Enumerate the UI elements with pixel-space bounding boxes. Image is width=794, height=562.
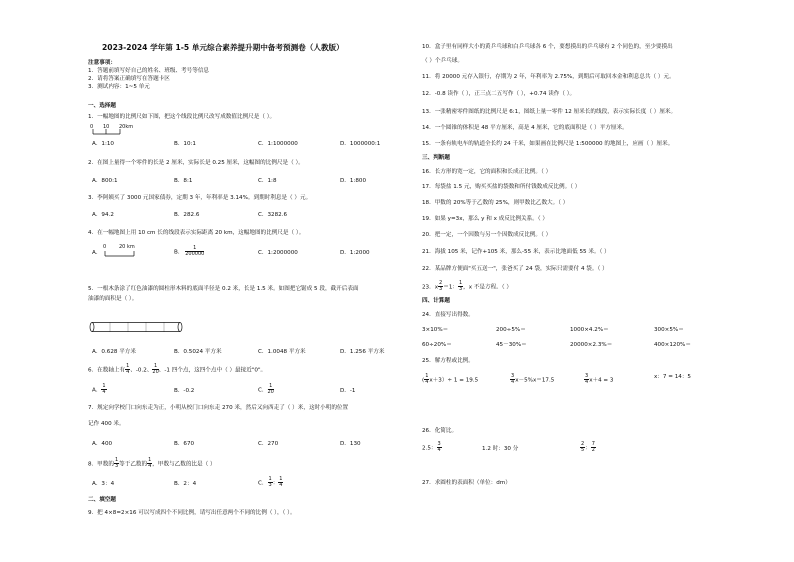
fraction: $\frac{1}{200000}$ [185,245,205,258]
question-24: 24．直接写出得数。 [422,312,474,318]
question-10: 10．盒子里有同样大小的黄乒乓球和白乒乓球各 6 个，要想摸出的乒乓球有 2 个同色的，至少要摸出 [422,44,673,50]
question-6: 6．在数轴上有 $\frac{1}{4}$ 、-0.2、 $\frac{1}{20}$ 、-1 四个点，这四个点中（ ）最接近"0"。 [88,363,267,376]
question-8: 8．甲数的 $\frac{1}{3}$ 等于乙数的 $\frac{1}{4}$ ，甲数与乙数的比是（ ） [88,457,216,470]
calc-item: 60÷20%＝ [422,342,452,348]
option: C． $\frac{1}{3}$ ： $\frac{1}{4}$ [258,476,283,489]
calc-item: 200÷5%＝ [496,327,526,333]
question-12: 12．-0.8 读作（ ），正三点二五写作（ ），+0.74 读作（ ）。 [422,91,576,97]
scale-label: 0 [90,124,94,130]
option: A． $\frac{1}{4}$ [92,383,106,396]
scale-label: 20km [119,124,134,130]
option: C．1:8 [258,178,277,184]
option: A．400 [92,441,113,447]
option: B．10:1 [174,141,196,147]
option: B．670 [174,441,195,447]
question-3: 3．李阿姨买了 3000 元国家债券，定期 3 年，年利率是 3.14%。到期时利息是（ ）元。 [88,195,312,201]
section-heading: 三、判断题 [422,155,450,161]
option: D．-1 [340,388,356,394]
scale-label: 0 [103,244,107,250]
scale-label: 20 km [119,244,135,250]
option: D．1000000:1 [340,141,381,147]
option: D．1.256 平方米 [340,349,385,355]
calc-item: 45－30%＝ [496,342,527,348]
calc-item: 1000×4.2%＝ [570,327,609,333]
option: B．8:1 [174,178,193,184]
section-heading: 四、计算题 [422,298,450,304]
option: C．3282.6 [258,212,288,218]
question-27: 27．求圆柱的表面积（单位：dm） [422,480,511,486]
notes-item: 1．答题前填写好自己的姓名、班级、考号等信息 [88,68,210,74]
option: A． [92,250,102,256]
notes-heading: 注意事项： [88,60,116,66]
ratio-item: $\frac{2}{5}$ ： $\frac{7}{2}$ [581,441,595,454]
section-heading: 一、选择题 [88,103,116,109]
judge-item: 22．某品牌方便面"买五送一"，张爸买了 24 袋，实际只需要付 4 袋。（ ） [422,266,608,272]
option: A．3：4 [92,481,115,487]
option: C．1:1000000 [258,141,298,147]
question-13: 13．一张精密零件图纸的比例尺是 6:1，图纸上量一零件 12 厘米长的线段，表示实际长度（ ）厘米。 [422,109,677,115]
option: B．0.5024 平方米 [174,349,222,355]
notes-item: 3．测试内容：1~5 单元 [88,84,150,90]
option [174,246,204,258]
judge-item: 19．如果 y=3x，那么 y 和 x 成反比例关系。（ ） [422,216,548,222]
judge-item: 18．甲数的 20%等于乙数的 25%，则甲数比乙数大。（ ） [422,200,569,206]
option: D．130 [340,441,361,447]
judge-item: 17．每袋盐 1.5 元，购买买盐的袋数和所付钱数成反比例。（ ） [422,184,581,190]
calc-item: 3×10%＝ [422,327,449,333]
question-10-cont: （ ）个乒乓球。 [422,58,463,64]
scale-label: 10 [103,124,110,130]
calc-item: 400×120%＝ [654,342,691,348]
option: A．94.2 [92,212,114,218]
question-9: 9．把 4×8=2×16 可以写成四个不同比例，请写出任意两个不同的比例（ ），（ ）。 [88,510,296,516]
question-4: 4．在一幅地图上用 10 cm 长的线段表示实际距离 20 km，这幅地图的比例尺是（ ）。 [88,230,305,236]
question-2: 2．在图上量得一个零件的长是 2 厘米，实际长是 0.25 厘米，这幅图的比例尺是（ ）。 [88,160,304,166]
option: B．2：4 [174,481,197,487]
ratio-item: 2.5： $\frac{3}{4}$ [422,441,441,454]
option: C．270 [258,441,279,447]
ratio-item: 1.2 时：30 分 [482,446,519,452]
option: C． $\frac{1}{20}$ [258,383,274,396]
notes-item: 2．请将答案正确填写在答题卡区 [88,76,170,82]
equation: $\frac{3}{4}$ x＋4 = 3 [585,373,614,386]
option: A．800:1 [92,178,118,184]
question-26: 26．化简比。 [422,428,458,434]
judge-item: 16．长方形的宽一定，它的面积和长成正比例。（ ） [422,169,552,175]
option: B．282.6 [174,212,200,218]
question-1: 1．一幅地图的比例尺如下图，把这个线段比例尺改写成数值比例尺是（ ）。 [88,114,276,120]
question-7-cont: 记作 400 米。 [88,421,125,427]
option: C．1.0048 平方米 [258,349,306,355]
question-11: 11．将 20000 元存入银行，存期为 2 年，年利率为 2.75%，到期后可取回本金和利息总共（ ）元。 [422,74,675,80]
option: B．-0.2 [174,388,195,394]
calc-item: 300×5%＝ [654,327,684,333]
judge-item: 20．把一定，一个因数与另一个因数成反比例。（ ） [422,232,552,238]
page-title: 2023-2024 学年第 1-5 单元综合素养提升期中备考预测卷（人教版） [102,43,344,52]
question-15: 15．一条有轨电车的轨道全长约 24 千米，如果画在比例尺是 1:500000 的地图上，应画（ ）厘米。 [422,141,674,147]
option: D．1:800 [340,178,367,184]
judge-item: 21．海拔 105 米，记作+105 米，那么-55 米，表示比地面低 55 米。（ ） [422,249,610,255]
section-heading: 二、填空题 [88,497,116,503]
equation: x：7 = 14：5 [654,374,691,380]
cylinder-log-figure [88,320,188,334]
option: A．1:10 [92,141,114,147]
equation: ( $\frac{1}{4}$ x＋3）÷ 1 = 19.5 [422,373,479,386]
option: C．1:2000000 [258,250,298,256]
question-7: 7．规定向学校门口向东走为正，小明从校门口向东走 270 米，然后又向西走了（ ）米，这时小明的位置 [88,405,349,411]
option: A．0.628 平方米 [92,349,136,355]
option: D．1:2000 [340,250,370,256]
judge-item: 23．x $\frac{2}{3}$ ＝1： $\frac{1}{3}$ ，x 不是方程。（ ） [422,280,512,293]
calc-item: 20000×2.3%＝ [570,342,613,348]
option-label: B． [174,249,184,256]
question-14: 14．一个圆锥的体积是 48 平方厘米，高是 4 厘米，它的底面积是（ ）平方厘米。 [422,125,628,131]
question-25: 25．解方程或比例。 [422,358,474,364]
question-5: 5．一根木条涂了红色油漆的圆柱形木料的底面半径是 0.2 米，长是 1.5 米。如图把它锯成 5 段，截开后表面 [88,286,359,292]
question-5-cont: 油漆的面积是（ ）。 [88,296,138,302]
equation: $\frac{3}{4}$ x－5%x＝17.5 [511,373,555,386]
